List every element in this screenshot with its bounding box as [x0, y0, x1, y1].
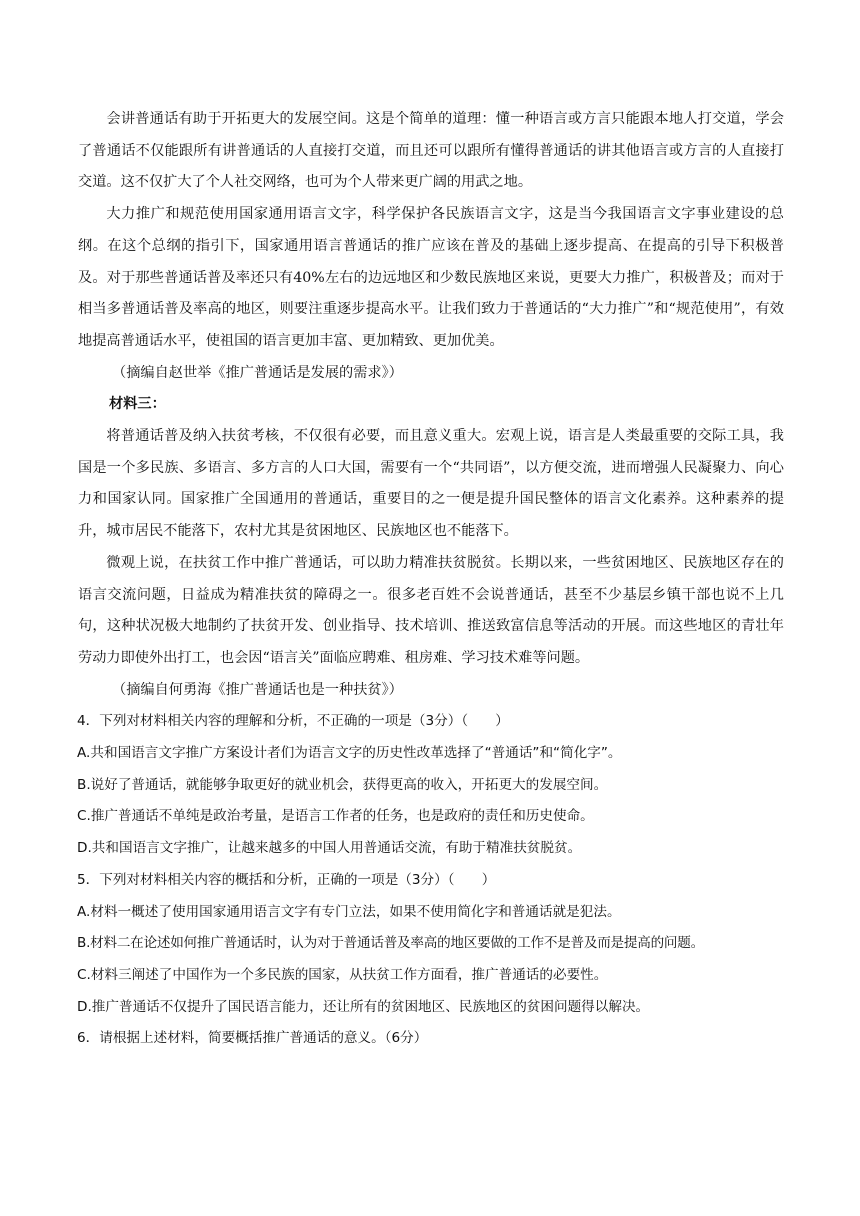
- option-c: C.推广普通话不单纯是政治考量，是语言工作者的任务，也是政府的责任和历史使命。: [77, 808, 594, 825]
- option-d: D.共和国语言文字推广，让越来越多的中国人用普通话交流，有助于精准扶贫脱贫。: [77, 840, 582, 857]
- source-citation-2: （摘编自赵世举《推广普通话是发展的需求》）: [112, 364, 403, 381]
- exam-page: [78, 104, 784, 1055]
- question-stem: 6．请根据上述材料，简要概括推广普通话的意义。（6分）: [77, 1030, 428, 1047]
- question-4: [78, 706, 784, 865]
- option-b: B.说好了普通话，就能够争取更好的就业机会，获得更高的收入，开拓更大的发展空间。: [77, 776, 608, 793]
- passage-paragraph-1: 会讲普通话有助于开拓更大的发展空间。这是个简单的道理：懂一种语言或方言只能跟本地人打交道，学会了普通话不仅能跟所有讲普通话的人直接打交道，而且还可以跟所有懂得普通话的讲其他语言或方言的人直接打交道。这不仅扩大了个人社交网络，也可为个人带来更广阔的用武之地。: [78, 111, 784, 191]
- passage-paragraph-3: 将普通话普及纳入扶贫考核，不仅很有必要，而且意义重大。宏观上说，语言是人类最重要的交际工具，我国是一个多民族、多语言、多方言的人口大国，需要有一个“共同语”，以方便交流，进而增强人民凝聚力、向心力和国家认同。国家推广全国通用的普通话，重要目的之一便是提升国民整体的语言文化素养。这种素养的提升，城市居民不能落下，农村尤其是贫困地区、民族地区也不能落下。: [78, 428, 784, 540]
- passage-paragraph-4: 微观上说，在扶贫工作中推广普通话，可以助力精准扶贫脱贫。长期以来，一些贫困地区、民族地区存在的语言交流问题，日益成为精准扶贫的障碍之一。很多老百姓不会说普通话，甚至不少基层乡镇干部也说不上几句，这种状况极大地制约了扶贫开发、创业指导、技术培训、推送致富信息等活动的开展。而这些地区的青壮年劳动力即使外出打工，也会因“语言关”面临应聘难、租房难、学习技术难等问题。: [78, 554, 784, 666]
- option-d: D.推广普通话不仅提升了国民语言能力，还让所有的贫困地区、民族地区的贫困问题得以解决。: [77, 998, 650, 1015]
- source-citation-3: （摘编自何勇海《推广普通话也是一种扶贫》）: [112, 681, 403, 698]
- option-a: A.共和国语言文字推广方案设计者们为语言文字的历史性改革选择了“普通话”和“简化字”。: [77, 745, 622, 762]
- option-b: B.材料二在论述如何推广普通话时，认为对于普通话普及率高的地区要做的工作不是普及而是提高的问题。: [77, 935, 704, 952]
- material-three-heading: 材料三：: [109, 396, 166, 413]
- question-5: [78, 865, 784, 1024]
- option-c: C.材料三阐述了中国作为一个多民族的国家，从扶贫工作方面看，推广普通话的必要性。: [77, 966, 608, 983]
- question-stem: 4．下列对材料相关内容的理解和分析，不正确的一项是（3分）（ ）: [77, 713, 509, 730]
- question-stem: 5．下列对材料相关内容的概括和分析，正确的一项是（3分）（ ）: [77, 871, 496, 888]
- passage-paragraph-2: 大力推广和规范使用国家通用语言文字，科学保护各民族语言文字，这是当今我国语言文字事业建设的总纲。在这个总纲的指引下，国家通用语言普通话的推广应该在普及的基础上逐步提高、在提高的引导下积极普及。对于那些普通话普及率还只有40%左右的边远地区和少数民族地区来说，更要大力推广，积极普及；而对于相当多普通话普及率高的地区，则要注重逐步提高水平。让我们致力于普通话的“大力推广”和“规范使用”，有效地提高普通话水平，使祖国的语言更加丰富、更加精致、更加优美。: [78, 206, 784, 349]
- option-a: A.材料一概述了使用国家通用语言文字有专门立法，如果不使用简化字和普通话就是犯法。: [77, 903, 621, 920]
- question-6: [78, 1023, 784, 1055]
